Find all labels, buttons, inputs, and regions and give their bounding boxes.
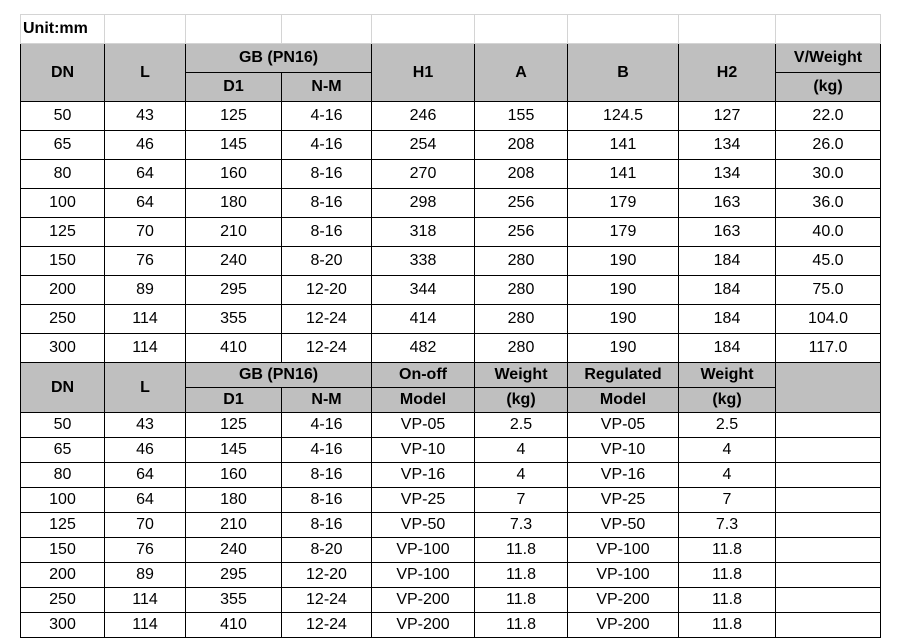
table-cell: 4	[475, 463, 568, 488]
table-cell: 89	[105, 563, 186, 588]
table-cell: 200	[21, 276, 105, 305]
table-cell: 12-24	[282, 305, 372, 334]
table-row	[21, 131, 881, 160]
table-row	[21, 513, 881, 538]
unit-label: Unit:mm	[21, 15, 105, 44]
table-cell: 124.5	[568, 102, 679, 131]
table-cell: VP-200	[372, 613, 475, 638]
header-weight: V/Weight	[776, 44, 881, 73]
table-cell: 355	[186, 588, 282, 613]
table-cell: 318	[372, 218, 475, 247]
table-cell: 8-16	[282, 189, 372, 218]
header-a: A	[475, 44, 568, 102]
table-cell-empty	[776, 488, 881, 513]
header-nm: N-M	[282, 388, 372, 413]
table-cell: 43	[105, 102, 186, 131]
header-regulated-model: Model	[568, 388, 679, 413]
table-cell: 141	[568, 131, 679, 160]
table-cell: VP-200	[372, 588, 475, 613]
header-regulated: Regulated	[568, 363, 679, 388]
table-cell: 11.8	[475, 588, 568, 613]
table-cell: 22.0	[776, 102, 881, 131]
table-cell: 125	[186, 102, 282, 131]
table-cell: 36.0	[776, 189, 881, 218]
header-weight-unit: (kg)	[776, 73, 881, 102]
table-cell: 300	[21, 334, 105, 363]
table-cell: 114	[105, 305, 186, 334]
table-cell: 114	[105, 334, 186, 363]
table-cell: 8-16	[282, 488, 372, 513]
table-cell: 50	[21, 413, 105, 438]
table-cell: VP-200	[568, 613, 679, 638]
table-cell: 280	[475, 334, 568, 363]
table-cell: 150	[21, 247, 105, 276]
table-cell: 75.0	[776, 276, 881, 305]
table-row	[21, 413, 881, 438]
table-row	[21, 488, 881, 513]
header-weight-2-unit: (kg)	[679, 388, 776, 413]
table-cell: 11.8	[679, 613, 776, 638]
table-cell-empty	[776, 563, 881, 588]
table-row	[21, 463, 881, 488]
table-cell: 179	[568, 189, 679, 218]
table-cell: 12-20	[282, 276, 372, 305]
header-b: B	[568, 44, 679, 102]
table-cell: VP-100	[568, 563, 679, 588]
table-cell: 8-16	[282, 218, 372, 247]
table-cell: 12-24	[282, 334, 372, 363]
section1-header-row-1	[21, 44, 881, 73]
table-cell: 134	[679, 131, 776, 160]
table-cell: 250	[21, 305, 105, 334]
header-dn: DN	[21, 363, 105, 413]
table-cell: 190	[568, 334, 679, 363]
table-cell: 104.0	[776, 305, 881, 334]
header-onoff-model: Model	[372, 388, 475, 413]
table-cell: 179	[568, 218, 679, 247]
table-cell: 40.0	[776, 218, 881, 247]
table-cell: 8-16	[282, 513, 372, 538]
table-cell: 298	[372, 189, 475, 218]
table-cell: VP-100	[372, 538, 475, 563]
table-cell: 300	[21, 613, 105, 638]
table-cell: VP-100	[568, 538, 679, 563]
table-cell: 240	[186, 247, 282, 276]
table-cell: 64	[105, 189, 186, 218]
table-cell: 410	[186, 334, 282, 363]
table-cell-empty	[776, 413, 881, 438]
table-cell: 280	[475, 276, 568, 305]
table-cell: 7	[475, 488, 568, 513]
table-cell: 8-16	[282, 160, 372, 189]
table-cell: 30.0	[776, 160, 881, 189]
table-cell: 7	[679, 488, 776, 513]
table-cell-empty	[776, 588, 881, 613]
table-cell: 160	[186, 463, 282, 488]
table-cell: 127	[679, 102, 776, 131]
table-cell: 145	[186, 438, 282, 463]
table-row	[21, 538, 881, 563]
table-cell: 100	[21, 189, 105, 218]
table-row	[21, 588, 881, 613]
table-cell: 12-24	[282, 588, 372, 613]
table-cell: 270	[372, 160, 475, 189]
table-row	[21, 189, 881, 218]
table-cell: 280	[475, 305, 568, 334]
table-cell: 70	[105, 218, 186, 247]
table-cell: VP-25	[568, 488, 679, 513]
table-cell: VP-100	[372, 563, 475, 588]
table-row	[21, 102, 881, 131]
header-dn: DN	[21, 44, 105, 102]
table-cell: 70	[105, 513, 186, 538]
table-cell: 11.8	[475, 563, 568, 588]
table-cell: 64	[105, 463, 186, 488]
table-cell: 4-16	[282, 413, 372, 438]
table-cell: 11.8	[475, 613, 568, 638]
table-cell: VP-200	[568, 588, 679, 613]
table-cell: 7.3	[679, 513, 776, 538]
table-cell: 11.8	[679, 588, 776, 613]
table-cell: 482	[372, 334, 475, 363]
table-cell: 7.3	[475, 513, 568, 538]
unit-row	[21, 15, 881, 44]
table-cell: 4	[679, 438, 776, 463]
table-cell: 114	[105, 588, 186, 613]
table-cell: 180	[186, 189, 282, 218]
table-cell: 8-16	[282, 463, 372, 488]
table-row	[21, 438, 881, 463]
table-cell: 355	[186, 305, 282, 334]
header-onoff: On-off	[372, 363, 475, 388]
table-cell: 65	[21, 438, 105, 463]
table-row	[21, 305, 881, 334]
table-cell: 184	[679, 276, 776, 305]
table-cell: 100	[21, 488, 105, 513]
table-cell: VP-10	[372, 438, 475, 463]
header-h2: H2	[679, 44, 776, 102]
table-cell: 184	[679, 305, 776, 334]
table-cell: 114	[105, 613, 186, 638]
table-cell: 125	[21, 513, 105, 538]
table-cell: 8-20	[282, 538, 372, 563]
header-gb: GB (PN16)	[186, 44, 372, 73]
table-cell: 46	[105, 438, 186, 463]
table-row	[21, 334, 881, 363]
table-cell: 2.5	[475, 413, 568, 438]
table-cell: 295	[186, 563, 282, 588]
table-cell: 65	[21, 131, 105, 160]
header-d1: D1	[186, 73, 282, 102]
table-cell: 210	[186, 513, 282, 538]
table-cell: 250	[21, 588, 105, 613]
table-row	[21, 247, 881, 276]
table-row	[21, 276, 881, 305]
table-cell: 134	[679, 160, 776, 189]
table-cell: 246	[372, 102, 475, 131]
table-row	[21, 563, 881, 588]
table-cell: 155	[475, 102, 568, 131]
table-row	[21, 218, 881, 247]
table-cell: VP-10	[568, 438, 679, 463]
table-cell: 414	[372, 305, 475, 334]
table-cell: 344	[372, 276, 475, 305]
table-cell: 280	[475, 247, 568, 276]
table-cell: 4	[475, 438, 568, 463]
table-cell: 12-20	[282, 563, 372, 588]
header-d1: D1	[186, 388, 282, 413]
table-cell: 8-20	[282, 247, 372, 276]
table-cell: 190	[568, 276, 679, 305]
header-empty	[776, 363, 881, 413]
header-weight-1-unit: (kg)	[475, 388, 568, 413]
section2-header-row-1	[21, 363, 881, 388]
table-cell: 163	[679, 218, 776, 247]
table-cell: 43	[105, 413, 186, 438]
header-weight-2: Weight	[679, 363, 776, 388]
header-nm: N-M	[282, 73, 372, 102]
table-cell: 4-16	[282, 438, 372, 463]
table-cell: 4	[679, 463, 776, 488]
section1-body	[21, 102, 881, 363]
table-cell: 125	[186, 413, 282, 438]
table-cell: 11.8	[679, 538, 776, 563]
table-cell: VP-16	[372, 463, 475, 488]
table-cell: 145	[186, 131, 282, 160]
table-cell: VP-05	[372, 413, 475, 438]
table-cell-empty	[776, 438, 881, 463]
table-cell: VP-25	[372, 488, 475, 513]
header-h1: H1	[372, 44, 475, 102]
table-cell: 76	[105, 538, 186, 563]
table-cell: VP-50	[372, 513, 475, 538]
table-cell: 256	[475, 189, 568, 218]
table-cell: 2.5	[679, 413, 776, 438]
table-cell: 256	[475, 218, 568, 247]
table-cell: 160	[186, 160, 282, 189]
table-cell: 208	[475, 160, 568, 189]
table-cell: VP-50	[568, 513, 679, 538]
table-cell: 410	[186, 613, 282, 638]
table-cell: 240	[186, 538, 282, 563]
table-cell: 46	[105, 131, 186, 160]
table-cell: 45.0	[776, 247, 881, 276]
table-cell: 210	[186, 218, 282, 247]
table-cell: 200	[21, 563, 105, 588]
table-cell: 11.8	[679, 563, 776, 588]
table-cell-empty	[776, 463, 881, 488]
table-cell: 208	[475, 131, 568, 160]
table-cell: 295	[186, 276, 282, 305]
table-cell: 190	[568, 305, 679, 334]
table-cell: 11.8	[475, 538, 568, 563]
table-cell: 4-16	[282, 131, 372, 160]
table-cell: 50	[21, 102, 105, 131]
table-cell: 64	[105, 488, 186, 513]
header-l: L	[105, 363, 186, 413]
table-cell-empty	[776, 613, 881, 638]
header-gb: GB (PN16)	[186, 363, 372, 388]
table-cell: 80	[21, 160, 105, 189]
table-cell: 141	[568, 160, 679, 189]
table-cell: 26.0	[776, 131, 881, 160]
table-row	[21, 160, 881, 189]
table-cell: 150	[21, 538, 105, 563]
table-cell-empty	[776, 538, 881, 563]
table-cell: 12-24	[282, 613, 372, 638]
table-cell: 184	[679, 247, 776, 276]
table-cell: 190	[568, 247, 679, 276]
table-cell: VP-05	[568, 413, 679, 438]
table-cell: 76	[105, 247, 186, 276]
header-l: L	[105, 44, 186, 102]
spec-table	[20, 14, 881, 638]
table-cell: 180	[186, 488, 282, 513]
table-cell: 338	[372, 247, 475, 276]
table-cell-empty	[776, 513, 881, 538]
table-row	[21, 613, 881, 638]
table-cell: 64	[105, 160, 186, 189]
table-cell: 184	[679, 334, 776, 363]
table-cell: 80	[21, 463, 105, 488]
section2-body	[21, 413, 881, 638]
table-cell: 4-16	[282, 102, 372, 131]
table-cell: 117.0	[776, 334, 881, 363]
table-cell: 125	[21, 218, 105, 247]
header-weight-1: Weight	[475, 363, 568, 388]
table-cell: 254	[372, 131, 475, 160]
table-cell: 163	[679, 189, 776, 218]
table-cell: 89	[105, 276, 186, 305]
table-cell: VP-16	[568, 463, 679, 488]
